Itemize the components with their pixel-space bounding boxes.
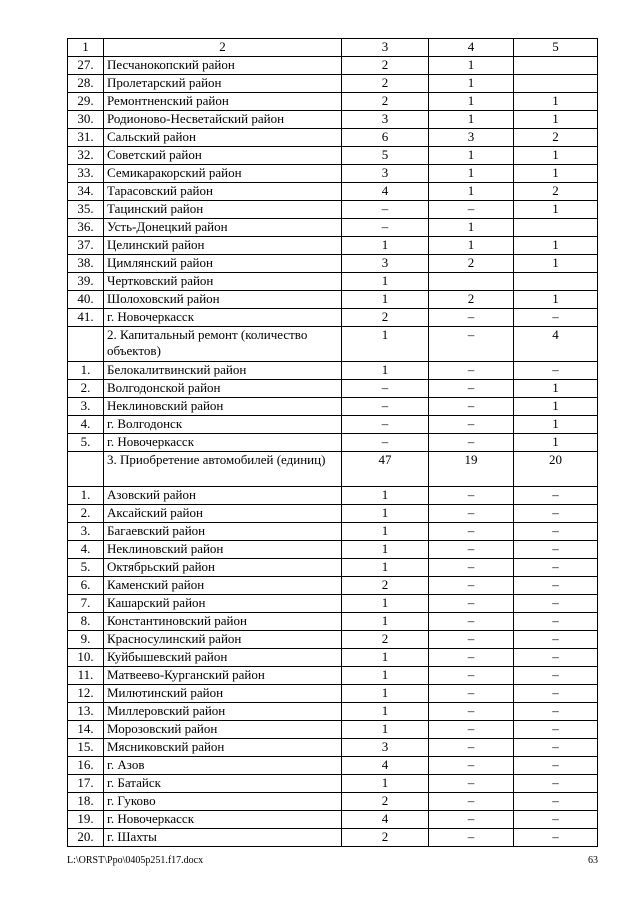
cell-c4: – bbox=[429, 793, 514, 811]
cell-c4: 1 bbox=[429, 183, 514, 201]
cell-c4: – bbox=[429, 559, 514, 577]
cell-name: Азовский район bbox=[104, 487, 342, 505]
cell-name: Куйбышевский район bbox=[104, 649, 342, 667]
cell-name: Аксайский район bbox=[104, 505, 342, 523]
cell-name: Миллеровский район bbox=[104, 703, 342, 721]
cell-c5: – bbox=[514, 685, 598, 703]
cell-c5: – bbox=[514, 739, 598, 757]
cell-c4 bbox=[429, 273, 514, 291]
cell-c3: – bbox=[342, 380, 429, 398]
cell-c5: – bbox=[514, 829, 598, 847]
cell-num: 3. bbox=[68, 398, 104, 416]
cell-c4: 19 bbox=[429, 452, 514, 487]
header-row bbox=[68, 39, 598, 57]
header-cell-5: 5 bbox=[514, 39, 598, 57]
cell-name: Чертковский район bbox=[104, 273, 342, 291]
cell-num: 19. bbox=[68, 811, 104, 829]
cell-num: 3. bbox=[68, 523, 104, 541]
cell-name: Семикаракорский район bbox=[104, 165, 342, 183]
cell-num: 27. bbox=[68, 57, 104, 75]
cell-c4: – bbox=[429, 739, 514, 757]
header-cell-1: 1 bbox=[68, 39, 104, 57]
cell-num: 1. bbox=[68, 362, 104, 380]
cell-c5: – bbox=[514, 721, 598, 739]
cell-name: Милютинский район bbox=[104, 685, 342, 703]
cell-c3: 1 bbox=[342, 273, 429, 291]
table-row bbox=[68, 793, 598, 811]
table-row bbox=[68, 362, 598, 380]
cell-num: 11. bbox=[68, 667, 104, 685]
header-cell-2: 2 bbox=[104, 39, 342, 57]
cell-num: 4. bbox=[68, 416, 104, 434]
cell-name: Октябрьский район bbox=[104, 559, 342, 577]
cell-c3: 1 bbox=[342, 237, 429, 255]
cell-name: Усть-Донецкий район bbox=[104, 219, 342, 237]
cell-c3: 2 bbox=[342, 309, 429, 327]
cell-num: 2. bbox=[68, 380, 104, 398]
cell-num: 2. bbox=[68, 505, 104, 523]
cell-c4: 1 bbox=[429, 75, 514, 93]
cell-name: г. Новочеркасск bbox=[104, 434, 342, 452]
cell-c4: 1 bbox=[429, 147, 514, 165]
cell-c5: – bbox=[514, 757, 598, 775]
cell-c3: 1 bbox=[342, 649, 429, 667]
cell-num: 35. bbox=[68, 201, 104, 219]
cell-c3: 1 bbox=[342, 559, 429, 577]
cell-c5: – bbox=[514, 667, 598, 685]
cell-c4: – bbox=[429, 380, 514, 398]
cell-num: 10. bbox=[68, 649, 104, 667]
cell-c5: – bbox=[514, 362, 598, 380]
cell-c3: 4 bbox=[342, 183, 429, 201]
cell-num: 33. bbox=[68, 165, 104, 183]
cell-c3: 1 bbox=[342, 613, 429, 631]
cell-name: Волгодонской район bbox=[104, 380, 342, 398]
cell-c5: 1 bbox=[514, 398, 598, 416]
cell-name: Сальский район bbox=[104, 129, 342, 147]
cell-c3: 1 bbox=[342, 667, 429, 685]
cell-c3: 2 bbox=[342, 793, 429, 811]
table-row bbox=[68, 721, 598, 739]
table-row bbox=[68, 829, 598, 847]
table-row bbox=[68, 57, 598, 75]
data-table bbox=[67, 38, 598, 847]
cell-c5: 1 bbox=[514, 416, 598, 434]
cell-num: 12. bbox=[68, 685, 104, 703]
cell-c4: – bbox=[429, 201, 514, 219]
cell-c4: 1 bbox=[429, 165, 514, 183]
cell-c5: – bbox=[514, 631, 598, 649]
table-row bbox=[68, 703, 598, 721]
cell-c3: 2 bbox=[342, 75, 429, 93]
cell-num: 4. bbox=[68, 541, 104, 559]
table-row bbox=[68, 757, 598, 775]
header-cell-3: 3 bbox=[342, 39, 429, 57]
cell-c5: 1 bbox=[514, 165, 598, 183]
cell-name: Константиновский район bbox=[104, 613, 342, 631]
cell-c3: 1 bbox=[342, 505, 429, 523]
section-row bbox=[68, 452, 598, 487]
cell-c4: 3 bbox=[429, 129, 514, 147]
table-row bbox=[68, 255, 598, 273]
cell-c5: – bbox=[514, 649, 598, 667]
cell-c4: – bbox=[429, 362, 514, 380]
cell-c4: – bbox=[429, 434, 514, 452]
cell-num: 39. bbox=[68, 273, 104, 291]
cell-c5: 1 bbox=[514, 111, 598, 129]
table-row bbox=[68, 523, 598, 541]
cell-name: Каменский район bbox=[104, 577, 342, 595]
cell-name: г. Батайск bbox=[104, 775, 342, 793]
cell-c3: 2 bbox=[342, 577, 429, 595]
cell-c4: – bbox=[429, 613, 514, 631]
cell-c3: 1 bbox=[342, 721, 429, 739]
cell-num: 7. bbox=[68, 595, 104, 613]
cell-c5: – bbox=[514, 541, 598, 559]
cell-name: Красносулинский район bbox=[104, 631, 342, 649]
cell-c3: 1 bbox=[342, 595, 429, 613]
cell-num: 8. bbox=[68, 613, 104, 631]
cell-c4: – bbox=[429, 541, 514, 559]
cell-c5: 20 bbox=[514, 452, 598, 487]
cell-c4: – bbox=[429, 667, 514, 685]
cell-num: 13. bbox=[68, 703, 104, 721]
cell-c5: 1 bbox=[514, 434, 598, 452]
cell-name: Пролетарский район bbox=[104, 75, 342, 93]
table-row bbox=[68, 505, 598, 523]
cell-c5: 1 bbox=[514, 201, 598, 219]
section-row bbox=[68, 327, 598, 362]
table-row bbox=[68, 667, 598, 685]
cell-name: г. Волгодонск bbox=[104, 416, 342, 434]
cell-c3: 1 bbox=[342, 541, 429, 559]
cell-c3: 2 bbox=[342, 631, 429, 649]
cell-c3: 1 bbox=[342, 775, 429, 793]
table-row bbox=[68, 219, 598, 237]
cell-c5: 1 bbox=[514, 237, 598, 255]
table-row bbox=[68, 147, 598, 165]
cell-num: 15. bbox=[68, 739, 104, 757]
cell-name: Тарасовский район bbox=[104, 183, 342, 201]
table-row bbox=[68, 559, 598, 577]
cell-c5: – bbox=[514, 577, 598, 595]
cell-c3: 2 bbox=[342, 829, 429, 847]
table-row bbox=[68, 595, 598, 613]
cell-c4: – bbox=[429, 327, 514, 362]
cell-name: Целинский район bbox=[104, 237, 342, 255]
cell-c3: 4 bbox=[342, 811, 429, 829]
cell-c5: 1 bbox=[514, 93, 598, 111]
cell-num: 1. bbox=[68, 487, 104, 505]
cell-c5: 2 bbox=[514, 129, 598, 147]
cell-num: 20. bbox=[68, 829, 104, 847]
table-row bbox=[68, 111, 598, 129]
cell-num: 6. bbox=[68, 577, 104, 595]
cell-num bbox=[68, 327, 104, 362]
cell-c5: – bbox=[514, 559, 598, 577]
cell-c3: – bbox=[342, 201, 429, 219]
cell-c4: – bbox=[429, 631, 514, 649]
cell-name: 2. Капитальный ремонт (количество объектов) bbox=[104, 327, 342, 362]
cell-c3: 1 bbox=[342, 291, 429, 309]
table-row bbox=[68, 487, 598, 505]
table-row bbox=[68, 775, 598, 793]
cell-c5: – bbox=[514, 703, 598, 721]
cell-num: 5. bbox=[68, 559, 104, 577]
cell-c3: 1 bbox=[342, 703, 429, 721]
cell-name: г. Шахты bbox=[104, 829, 342, 847]
table-row bbox=[68, 416, 598, 434]
cell-c5 bbox=[514, 57, 598, 75]
table-row bbox=[68, 577, 598, 595]
cell-num: 18. bbox=[68, 793, 104, 811]
cell-c3: 1 bbox=[342, 327, 429, 362]
cell-c4: – bbox=[429, 523, 514, 541]
table-row bbox=[68, 541, 598, 559]
cell-num: 34. bbox=[68, 183, 104, 201]
cell-name: Песчанокопский район bbox=[104, 57, 342, 75]
cell-c3: 6 bbox=[342, 129, 429, 147]
cell-c5 bbox=[514, 273, 598, 291]
cell-num: 37. bbox=[68, 237, 104, 255]
cell-name: Шолоховский район bbox=[104, 291, 342, 309]
cell-c4: – bbox=[429, 595, 514, 613]
cell-c4: – bbox=[429, 309, 514, 327]
cell-c4: 1 bbox=[429, 237, 514, 255]
cell-c4: – bbox=[429, 685, 514, 703]
footer-file-path: L:\ORST\Ppo\0405p251.f17.docx bbox=[67, 855, 204, 866]
table-row bbox=[68, 309, 598, 327]
cell-c3: 3 bbox=[342, 255, 429, 273]
cell-c3: 1 bbox=[342, 487, 429, 505]
cell-num: 31. bbox=[68, 129, 104, 147]
cell-num: 14. bbox=[68, 721, 104, 739]
cell-num: 36. bbox=[68, 219, 104, 237]
cell-name: г. Новочеркасск bbox=[104, 811, 342, 829]
table-row bbox=[68, 165, 598, 183]
table-row bbox=[68, 380, 598, 398]
cell-c3: 1 bbox=[342, 523, 429, 541]
cell-name: Неклиновский район bbox=[104, 541, 342, 559]
cell-c5: 1 bbox=[514, 380, 598, 398]
cell-c4: – bbox=[429, 577, 514, 595]
cell-num: 32. bbox=[68, 147, 104, 165]
cell-num: 16. bbox=[68, 757, 104, 775]
cell-name: Родионово-Несветайский район bbox=[104, 111, 342, 129]
cell-num: 40. bbox=[68, 291, 104, 309]
cell-c4: – bbox=[429, 811, 514, 829]
cell-name: Советский район bbox=[104, 147, 342, 165]
cell-c3: 4 bbox=[342, 757, 429, 775]
cell-c4: 1 bbox=[429, 111, 514, 129]
cell-c5: 1 bbox=[514, 147, 598, 165]
table-row bbox=[68, 75, 598, 93]
header-cell-4: 4 bbox=[429, 39, 514, 57]
cell-c3: – bbox=[342, 219, 429, 237]
cell-num: 30. bbox=[68, 111, 104, 129]
cell-c5: – bbox=[514, 595, 598, 613]
cell-name: г. Гуково bbox=[104, 793, 342, 811]
cell-c4: – bbox=[429, 721, 514, 739]
cell-c4: 1 bbox=[429, 219, 514, 237]
cell-c5: – bbox=[514, 775, 598, 793]
cell-c5: 1 bbox=[514, 291, 598, 309]
cell-c5: – bbox=[514, 793, 598, 811]
cell-c4: – bbox=[429, 398, 514, 416]
cell-num: 28. bbox=[68, 75, 104, 93]
cell-c5 bbox=[514, 75, 598, 93]
table-row bbox=[68, 129, 598, 147]
cell-c3: – bbox=[342, 434, 429, 452]
cell-num: 41. bbox=[68, 309, 104, 327]
cell-c3: 2 bbox=[342, 57, 429, 75]
cell-c4: – bbox=[429, 775, 514, 793]
cell-c3: 5 bbox=[342, 147, 429, 165]
cell-name: 3. Приобретение автомобилей (единиц) bbox=[104, 452, 342, 487]
cell-name: Белокалитвинский район bbox=[104, 362, 342, 380]
table-row bbox=[68, 811, 598, 829]
cell-c5: – bbox=[514, 309, 598, 327]
table-row bbox=[68, 649, 598, 667]
cell-c4: – bbox=[429, 487, 514, 505]
cell-c3: 3 bbox=[342, 111, 429, 129]
cell-c5: 4 bbox=[514, 327, 598, 362]
cell-c3: – bbox=[342, 416, 429, 434]
table-row bbox=[68, 739, 598, 757]
table-row bbox=[68, 183, 598, 201]
cell-name: Кашарский район bbox=[104, 595, 342, 613]
table-row bbox=[68, 398, 598, 416]
cell-c4: – bbox=[429, 416, 514, 434]
cell-c5: – bbox=[514, 505, 598, 523]
table-row bbox=[68, 201, 598, 219]
cell-c4: – bbox=[429, 703, 514, 721]
cell-num: 17. bbox=[68, 775, 104, 793]
cell-c4: – bbox=[429, 649, 514, 667]
table-row bbox=[68, 273, 598, 291]
cell-name: Неклиновский район bbox=[104, 398, 342, 416]
table-row bbox=[68, 93, 598, 111]
table-row bbox=[68, 291, 598, 309]
cell-c3: – bbox=[342, 398, 429, 416]
cell-c4: 1 bbox=[429, 93, 514, 111]
cell-name: г. Азов bbox=[104, 757, 342, 775]
cell-c5: – bbox=[514, 613, 598, 631]
cell-c3: 1 bbox=[342, 685, 429, 703]
cell-name: г. Новочеркасск bbox=[104, 309, 342, 327]
cell-c3: 3 bbox=[342, 165, 429, 183]
cell-c3: 2 bbox=[342, 93, 429, 111]
table-row bbox=[68, 631, 598, 649]
cell-name: Мясниковский район bbox=[104, 739, 342, 757]
cell-c5: – bbox=[514, 523, 598, 541]
table-row bbox=[68, 434, 598, 452]
cell-c5: – bbox=[514, 811, 598, 829]
cell-num bbox=[68, 452, 104, 487]
cell-c3: 47 bbox=[342, 452, 429, 487]
cell-name: Цимлянский район bbox=[104, 255, 342, 273]
cell-num: 9. bbox=[68, 631, 104, 649]
table-row bbox=[68, 613, 598, 631]
table-row bbox=[68, 237, 598, 255]
cell-c4: 1 bbox=[429, 57, 514, 75]
cell-num: 29. bbox=[68, 93, 104, 111]
cell-c4: – bbox=[429, 757, 514, 775]
cell-c4: 2 bbox=[429, 255, 514, 273]
cell-c4: 2 bbox=[429, 291, 514, 309]
cell-name: Морозовский район bbox=[104, 721, 342, 739]
cell-c3: 1 bbox=[342, 362, 429, 380]
cell-c5: 2 bbox=[514, 183, 598, 201]
cell-name: Тацинский район bbox=[104, 201, 342, 219]
cell-c3: 3 bbox=[342, 739, 429, 757]
cell-c5 bbox=[514, 219, 598, 237]
cell-name: Матвеево-Курганский район bbox=[104, 667, 342, 685]
cell-num: 38. bbox=[68, 255, 104, 273]
table-row bbox=[68, 685, 598, 703]
cell-c4: – bbox=[429, 829, 514, 847]
cell-c5: – bbox=[514, 487, 598, 505]
cell-c5: 1 bbox=[514, 255, 598, 273]
cell-num: 5. bbox=[68, 434, 104, 452]
cell-name: Багаевский район bbox=[104, 523, 342, 541]
footer-page-number: 63 bbox=[588, 855, 598, 866]
cell-c4: – bbox=[429, 505, 514, 523]
cell-name: Ремонтненский район bbox=[104, 93, 342, 111]
